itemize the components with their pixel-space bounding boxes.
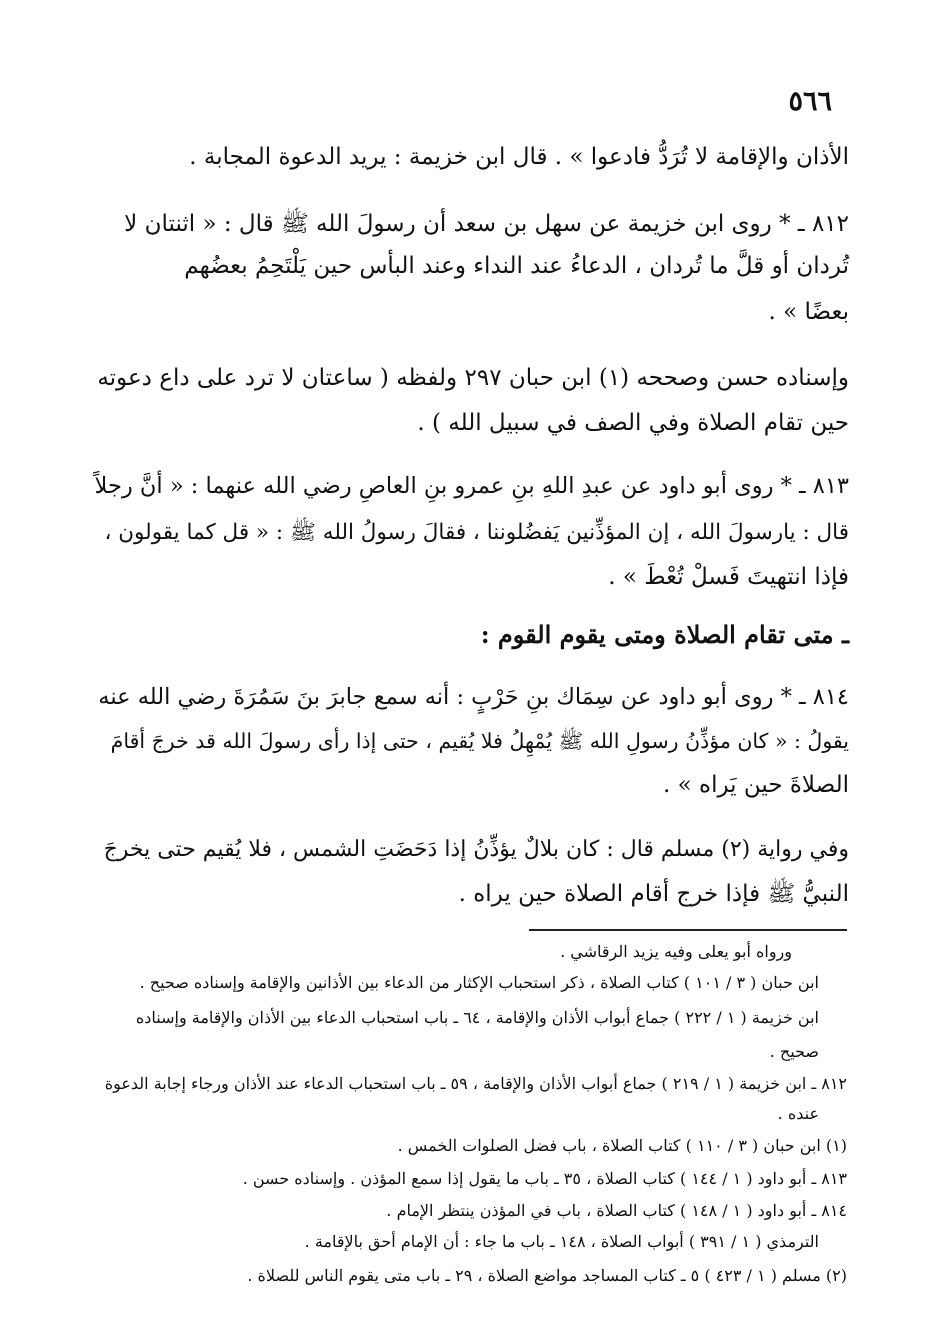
- text-line: تُردان أو قلَّ ما تُردان ، الدعاءُ عند النداء وعند البأس حين يَلْتَحِمُ بعضُهم: [184, 253, 849, 279]
- footnote-line: ابن خزيمة ( ١ / ٢٢٢ ) جماع أبواب الأذان والإقامة ، ٦٤ ـ باب استحباب الدعاء بين الأذان والإقامة وإسناده: [135, 1008, 819, 1027]
- section-heading: ـ متى تقام الصلاة ومتى يقوم القوم :: [480, 620, 849, 649]
- footnote-line: الترمذي ( ١ / ٣٩١ ) أبواب الصلاة ، ١٤٨ ـ باب ما جاء : أن الإمام أحق بالإقامة .: [304, 1232, 819, 1251]
- text-line: بعضًا » .: [768, 299, 849, 325]
- text-line: وإسناده حسن وصححه (١) ابن حبان ٢٩٧ ولفظه ( ساعتان لا ترد على داع دعوته: [97, 365, 849, 391]
- footnote-line: ٨١٤ ـ أبو داود ( ١ / ١٤٨ ) كتاب الصلاة ، باب في المؤذن ينتظر الإمام .: [386, 1201, 847, 1220]
- footnote-line: (١) ابن حبان ( ٣ / ١١٠ ) كتاب الصلاة ، باب فضل الصلوات الخمس .: [397, 1136, 847, 1155]
- text-line: حين تقام الصلاة وفي الصف في سبيل الله ) .: [417, 410, 849, 436]
- footnote-line: عنده .: [777, 1104, 819, 1123]
- page-number: ٥٦٦: [788, 86, 832, 117]
- text-line: فإذا انتهيتَ فَسلْ تُعْطَ » .: [608, 564, 849, 590]
- text-line: ٨١٤ ـ * روى أبو داود عن سِمَاك بنِ حَرْبٍ : أنه سمع جابرَ بنَ سَمُرَةَ رضي الله عنه: [98, 684, 849, 710]
- main-text: [95, 0, 849, 930]
- text-line: ٨١٣ ـ * روى أبو داود عن عبدِ اللهِ بنِ عمرو بنِ العاصِ رضي الله عنهما : « أنَّ رجلاً: [94, 473, 849, 499]
- text-line: الأذان والإقامة لا تُرَدُّ فادعوا » . قال ابن خزيمة : يريد الدعوة المجابة .: [189, 144, 849, 170]
- text-line: وفي رواية (٢) مسلم قال : كان بلالٌ يؤذِّنُ إذا دَحَضَتِ الشمس ، فلا يُقيم حتى يخرجَ: [103, 837, 849, 862]
- text-line: يقولُ : « كان مؤذِّنُ رسولِ الله ﷺ يُمْهِلُ فلا يُقيم ، حتى إذا رأى رسولَ الله قد خرجَ أقامَ: [110, 729, 849, 753]
- footnote-line: (٢) مسلم ( ١ / ٤٢٣ ) ٥ ـ كتاب المساجد مواضع الصلاة ، ٢٩ ـ باب متى يقوم الناس للصلاة .: [247, 1266, 847, 1285]
- footnote-line: ٨١٢ ـ ابن خزيمة ( ١ / ٢١٩ ) جماع أبواب الأذان والإقامة ، ٥٩ ـ باب استحباب الدعاء عند الأذان ورجاء إجابة الدعوة: [104, 1074, 847, 1093]
- footnote-divider: [529, 929, 847, 931]
- text-line: النبيُّ ﷺ فإذا خرج أقام الصلاة حين يراه .: [458, 881, 849, 907]
- footnote-line: ورواه أبو يعلى وفيه يزيد الرقاشي .: [560, 942, 792, 961]
- footnote-line: ابن حبان ( ٣ / ١٠١ ) كتاب الصلاة ، ذكر استحباب الإكثار من الدعاء بين الأذانين والإقامة وإسناده صحيح .: [139, 973, 819, 992]
- text-line: ٨١٢ ـ * روى ابن خزيمة عن سهل بن سعد أن رسولَ الله ﷺ قال : « اثنتان لا: [124, 211, 849, 237]
- footnote-line: ٨١٣ ـ أبو داود ( ١ / ١٤٤ ) كتاب الصلاة ، ٣٥ ـ باب ما يقول إذا سمع المؤذن . وإسناده حسن .: [242, 1169, 847, 1188]
- text-line: الصلاةَ حين يَراه » .: [663, 772, 849, 798]
- footnote-line: صحيح .: [769, 1042, 819, 1061]
- text-line: قال : يارسولَ الله ، إن المؤذِّنين يَفضُلوننا ، فقالَ رسولُ الله ﷺ : « قل كما يقولون ،: [104, 520, 849, 545]
